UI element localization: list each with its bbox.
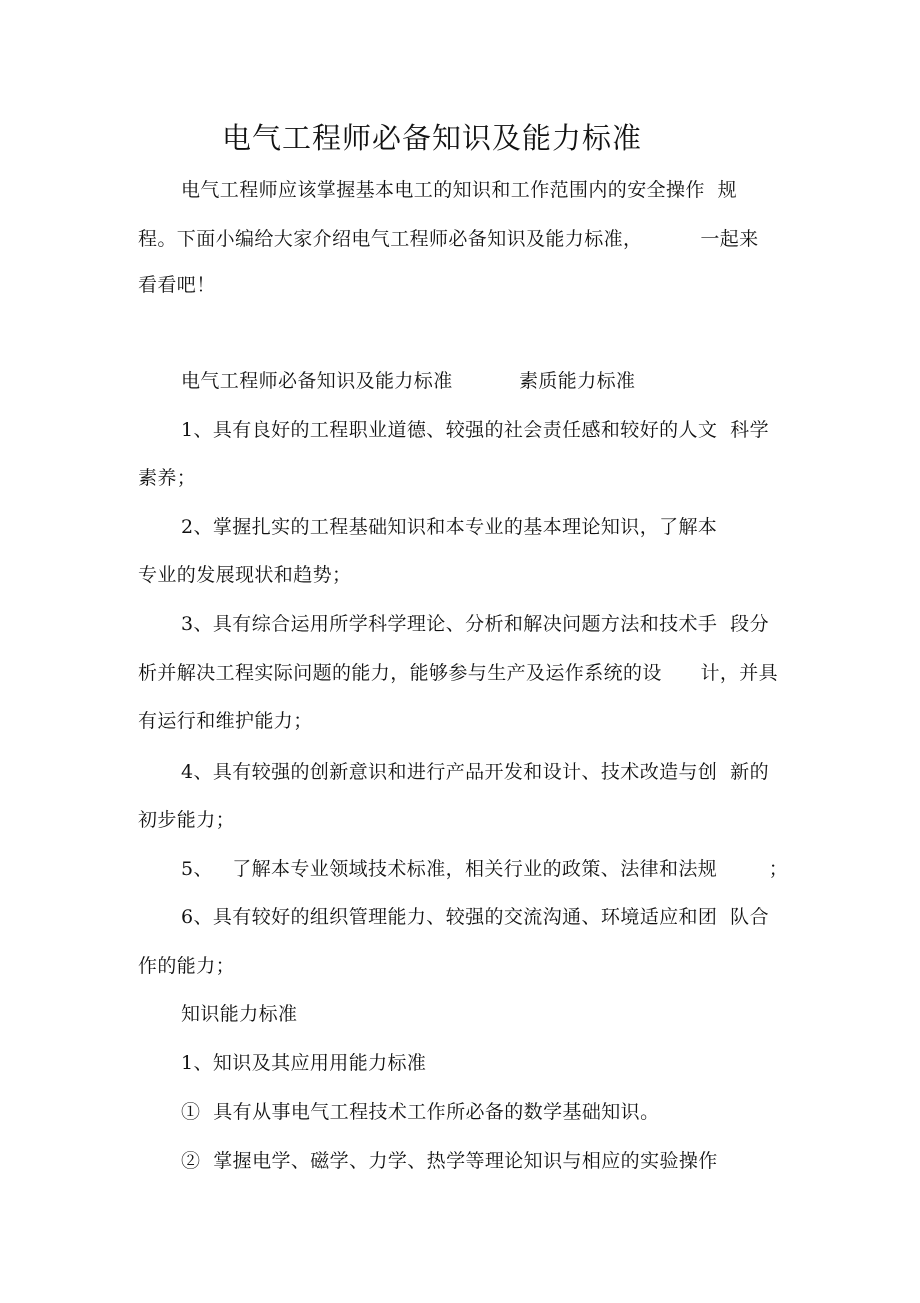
quality-item-2-line-2: 专业的发展现状和趋势；	[138, 564, 352, 586]
document-title: 电气工程师必备知识及能力标准	[222, 121, 643, 155]
quality-item-3-line-3: 有运行和维护能力；	[138, 710, 313, 732]
intro-line-2: 程。下面小编给大家介绍电气工程师必备知识及能力标准， 一起来	[138, 228, 759, 250]
quality-item-4-line-1: 4、具有较强的创新意识和进行产品开发和设计、技术改造与创 新的	[181, 761, 769, 783]
knowledge-heading: 知识能力标准	[181, 1003, 298, 1025]
quality-item-3-line-1: 3、具有综合运用所学科学理论、分析和解决问题方法和技术手 段分	[181, 613, 769, 635]
quality-item-1-line-1: 1、具有良好的工程职业道德、较强的社会责任感和较好的人文 科学	[181, 419, 769, 441]
intro-line-3: 看看吧！	[138, 274, 216, 296]
quality-item-2-line-1: 2、掌握扎实的工程基础知识和本专业的基本理论知识，了解本	[181, 516, 718, 538]
quality-item-5-line-1: 5、 了解本专业领域技术标准，相关行业的政策、法律和法规 ；	[181, 858, 789, 880]
quality-item-3-line-2: 析并解决工程实际问题的能力，能够参与生产及运作系统的设 计，并具	[138, 662, 779, 684]
quality-item-6-line-1: 6、具有较好的组织管理能力、较强的交流沟通、环境适应和团 队合	[181, 906, 769, 928]
intro-line-1: 电气工程师应该掌握基本电工的知识和工作范围内的安全操作 规	[181, 179, 738, 201]
quality-item-6-line-2: 作的能力；	[138, 955, 236, 977]
section-heading-left: 电气工程师必备知识及能力标准	[181, 370, 453, 392]
quality-item-4-line-2: 初步能力；	[138, 809, 236, 831]
knowledge-item-1: ① 具有从事电气工程技术工作所必备的数学基础知识。	[181, 1101, 660, 1123]
section-heading-right: 素质能力标准	[519, 370, 636, 392]
quality-item-1-line-2: 素养；	[138, 467, 197, 489]
knowledge-item-2: ② 掌握电学、磁学、力学、热学等理论知识与相应的实验操作	[181, 1150, 718, 1172]
knowledge-subheading: 1、知识及其应用用能力标准	[181, 1052, 427, 1074]
